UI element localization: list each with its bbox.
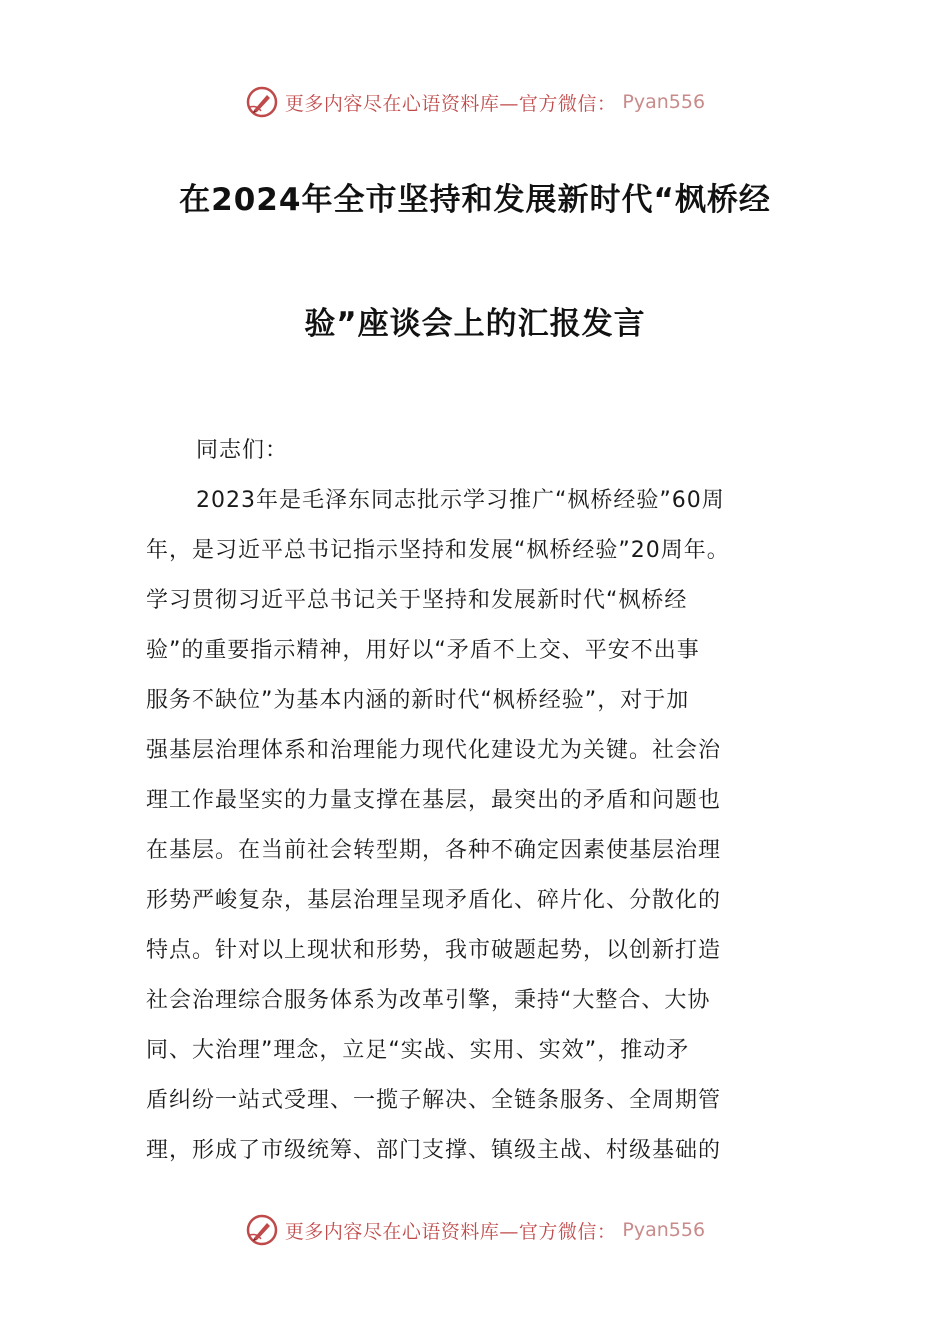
pen-logo-icon: [245, 1213, 279, 1247]
body-line: 盾纠纷一站式受理、一揽子解决、全链条服务、全周期管: [146, 1088, 722, 1113]
body-line: 特点。针对以上现状和形势，我市破题起势，以创新打造: [146, 938, 722, 963]
body-line: 服务不缺位”为基本内涵的新时代“枫桥经验”，对于加: [146, 688, 690, 713]
footer-watermark: [0, 1210, 950, 1250]
body-line: 年，是习近平总书记指示坚持和发展“枫桥经验”20周年。: [146, 538, 730, 563]
body-line: 学习贯彻习近平总书记关于坚持和发展新时代“枫桥经: [146, 588, 688, 613]
body-line: 理工作最坚实的力量支撑在基层，最突出的矛盾和问题也: [146, 788, 722, 813]
watermark-group: [245, 1213, 705, 1247]
salutation: 同志们：: [196, 438, 289, 463]
body-line: 强基层治理体系和治理能力现代化建设尤为关键。社会治: [146, 738, 722, 763]
body-line: 理，形成了市级统筹、部门支撑、镇级主战、村级基础的: [146, 1138, 722, 1163]
document-title-line-2: 验”座谈会上的汇报发言: [304, 306, 646, 342]
watermark-brand-text: 更多内容尽在心语资料库—官方微信：: [284, 1220, 617, 1243]
body-line: 验”的重要指示精神，用好以“矛盾不上交、平安不出事: [146, 638, 700, 663]
body-line: 同、大治理”理念，立足“实战、实用、实效”，推动矛: [146, 1038, 690, 1063]
body-line: 在基层。在当前社会转型期，各种不确定因素使基层治理: [146, 838, 722, 863]
body-line: 社会治理综合服务体系为改革引擎，秉持“大整合、大协: [146, 988, 711, 1013]
watermark-wechat-id: Pyan556: [622, 1219, 706, 1241]
header-watermark: [0, 82, 950, 122]
document-title-line-1: 在2024年全市坚持和发展新时代“枫桥经: [179, 182, 771, 218]
watermark-wechat-id: Pyan556: [622, 91, 706, 113]
watermark-brand-text: 更多内容尽在心语资料库—官方微信：: [284, 92, 617, 115]
watermark-group: [245, 85, 705, 119]
body-line: 形势严峻复杂，基层治理呈现矛盾化、碎片化、分散化的: [146, 888, 722, 913]
body-line: 2023年是毛泽东同志批示学习推广“枫桥经验”60周: [196, 488, 725, 513]
pen-logo-icon: [245, 85, 279, 119]
